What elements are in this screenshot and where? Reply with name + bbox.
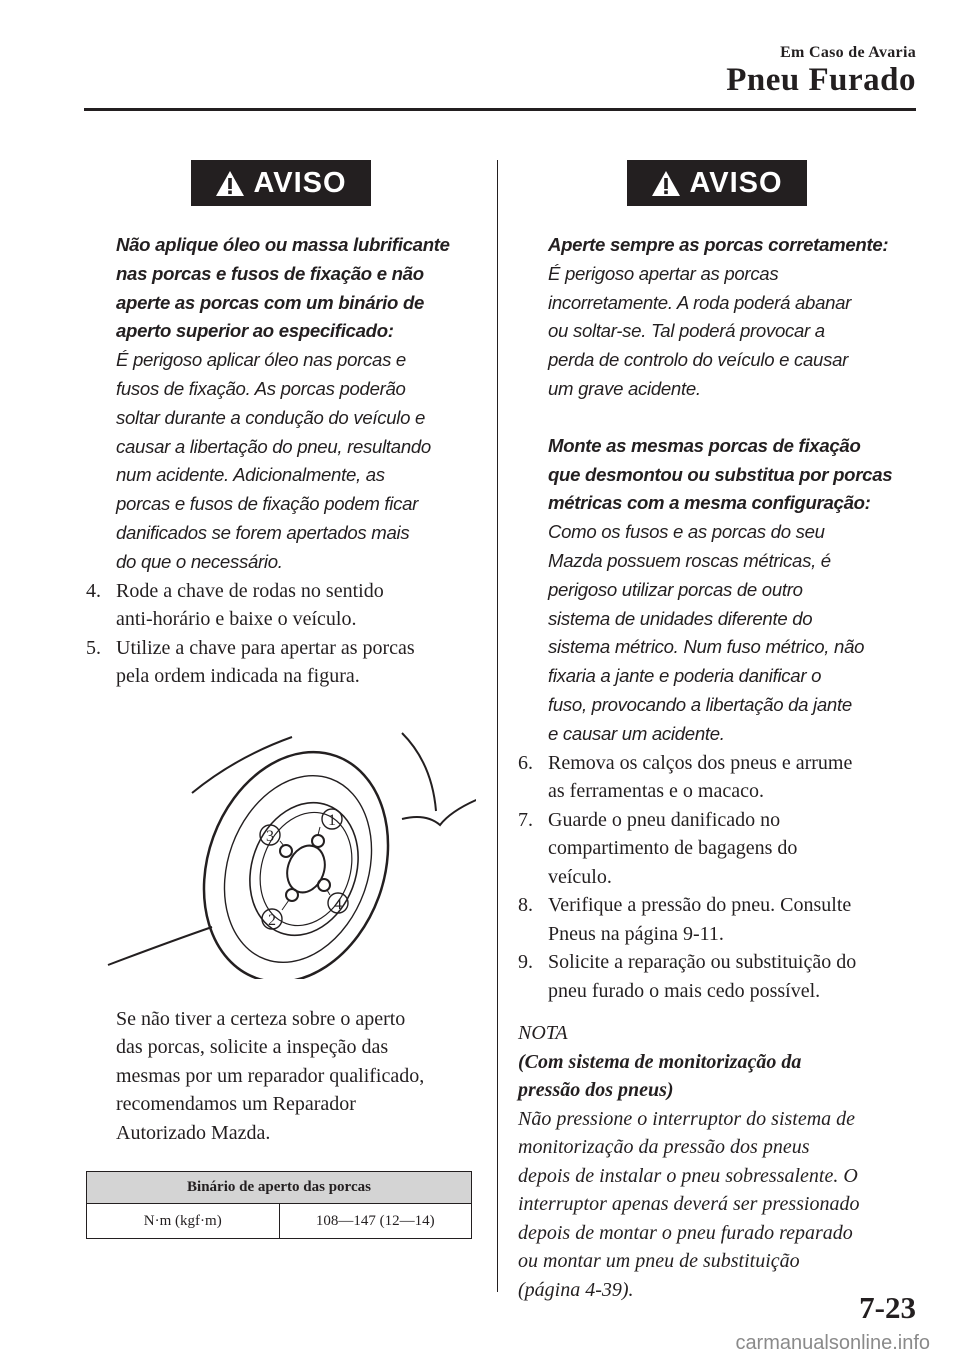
step-number: 6. xyxy=(518,751,533,774)
warning-bold-line: que desmontou ou substitua por porcas xyxy=(548,463,893,485)
nota-heading: (Com sistema de monitorização da xyxy=(518,1050,802,1073)
step-line: Utilize a chave para apertar as porcas xyxy=(116,636,415,659)
warning-bold-line: aperto superior ao especificado: xyxy=(116,320,394,342)
step-4 xyxy=(86,577,476,634)
step-line: pneu furado o mais cedo possível. xyxy=(548,979,821,1002)
warning-line: sistema métrico. Num fuso métrico, não xyxy=(548,636,865,658)
step-line: veículo. xyxy=(548,865,612,888)
warning-icon xyxy=(651,170,681,197)
warning-line: causar a libertação do pneu, resultando xyxy=(116,435,431,457)
nota-line: interruptor apenas deverá ser pressionado xyxy=(518,1193,860,1216)
nota-line: Não pressione o interruptor do sistema de xyxy=(518,1107,856,1130)
warning-text xyxy=(518,231,916,749)
torque-note xyxy=(86,1005,476,1148)
warning-bold-line: métricas com a mesma configuração: xyxy=(548,492,871,514)
warning-line: soltar durante a condução do veículo e xyxy=(116,406,426,428)
warning-line: perda de controlo do veículo e causar xyxy=(548,349,849,371)
step-line: Rode a chave de rodas no sentido xyxy=(116,579,384,602)
right-column xyxy=(518,160,916,1304)
warning-bold-line: nas porcas e fusos de fixação e não xyxy=(116,262,424,284)
step-line: Remova os calços dos pneus e arrume xyxy=(548,751,853,774)
note-line: mesmas por um reparador qualificado, xyxy=(116,1064,425,1087)
page-title: Pneu Furado xyxy=(726,62,916,98)
warning-line: danificados se forem apertados mais xyxy=(116,521,410,543)
step-line: as ferramentas e o macaco. xyxy=(548,780,764,803)
note-line: recomendamos um Reparador xyxy=(116,1093,356,1116)
warning-line: fixaria a jante e poderia danificar o xyxy=(548,665,822,687)
step-number: 4. xyxy=(86,579,101,602)
step-line: Pneus na página 9-11. xyxy=(548,922,724,945)
warning-line: ou soltar-se. Tal poderá provocar a xyxy=(548,320,825,342)
warning-icon xyxy=(215,170,245,197)
step-line: Solicite a reparação ou substituição do xyxy=(548,951,857,974)
warning-line: porcas e fusos de fixação podem ficar xyxy=(116,493,419,515)
nota-line: depois de instalar o pneu sobressalente. O xyxy=(518,1164,858,1187)
warning-line: num acidente. Adicionalmente, as xyxy=(116,464,385,486)
nota-heading: pressão dos pneus) xyxy=(518,1079,674,1102)
nota-line: (página 4-39). xyxy=(518,1278,634,1301)
step-line: Guarde o pneu danificado no xyxy=(548,808,781,831)
warning-line: perigoso utilizar porcas de outro xyxy=(548,578,803,600)
warning-text xyxy=(86,231,476,577)
step-line: pela ordem indicada na figura. xyxy=(116,665,360,688)
step-number: 5. xyxy=(86,636,101,659)
warning-line: É perigoso apertar as porcas xyxy=(548,262,779,284)
step-number: 8. xyxy=(518,894,533,917)
nota-line: depois de montar o pneu furado reparado xyxy=(518,1221,853,1244)
step-line: compartimento de bagagens do xyxy=(548,837,798,860)
warning-line: Como os fusos e as porcas do seu xyxy=(548,521,825,543)
step-line: anti-horário e baixe o veículo. xyxy=(116,608,357,631)
nota-line: ou montar um pneu de substituição xyxy=(518,1250,800,1273)
nut-label-3: 3 xyxy=(266,827,274,845)
column-divider xyxy=(497,160,498,1292)
warning-line: incorretamente. A roda poderá abanar xyxy=(548,291,852,313)
warning-badge xyxy=(191,160,371,206)
nut-label-4: 4 xyxy=(334,895,342,913)
step-8 xyxy=(518,891,916,948)
step-line: Verifique a pressão do pneu. Consulte xyxy=(548,894,852,917)
step-9 xyxy=(518,948,916,1005)
header-rule xyxy=(84,108,916,111)
warning-line: do que o necessário. xyxy=(116,550,283,572)
left-column xyxy=(86,160,476,1239)
step-6 xyxy=(518,749,916,806)
nut-label-2: 2 xyxy=(268,911,276,929)
warning-line: um grave acidente. xyxy=(548,377,701,399)
warning-badge xyxy=(627,160,807,206)
warning-line: e causar um acidente. xyxy=(548,722,725,744)
warning-label: AVISO xyxy=(689,166,783,199)
torque-table-header: Binário de aperto das porcas xyxy=(87,1172,472,1204)
note-line: das porcas, solicite a inspeção das xyxy=(116,1036,389,1059)
nota-block xyxy=(518,1019,916,1304)
step-5 xyxy=(86,634,476,691)
step-number: 9. xyxy=(518,951,533,974)
torque-unit-cell: N·m (kgf·m) xyxy=(87,1204,280,1239)
watermark-link[interactable]: carmanualsonline.info xyxy=(735,1332,930,1354)
warning-line: fusos de fixação. As porcas poderão xyxy=(116,377,406,399)
warning-bold-line: Aperte sempre as porcas corretamente: xyxy=(548,234,889,255)
page-number: 7-23 xyxy=(859,1290,916,1325)
wheel-tightening-figure xyxy=(86,707,476,979)
step-7 xyxy=(518,806,916,892)
warning-line: Mazda possuem roscas métricas, é xyxy=(548,549,831,571)
warning-line: É perigoso aplicar óleo nas porcas e xyxy=(116,349,406,371)
warning-line: fuso, provocando a libertação da jante xyxy=(548,693,852,715)
note-line: Se não tiver a certeza sobre o aperto xyxy=(116,1007,406,1030)
warning-line: sistema de unidades diferente do xyxy=(548,607,813,629)
warning-bold-line: aperte as porcas com um binário de xyxy=(116,291,425,313)
torque-value-cell: 108—147 (12—14) xyxy=(279,1204,472,1239)
nota-heading: NOTA xyxy=(518,1022,568,1045)
warning-bold-line: Monte as mesmas porcas de fixação xyxy=(548,434,861,456)
warning-label: AVISO xyxy=(253,166,347,199)
section-header: Em Caso de Avaria xyxy=(780,44,916,61)
note-line: Autorizado Mazda. xyxy=(116,1121,271,1144)
nota-line: monitorização da pressão dos pneus xyxy=(518,1136,810,1159)
warning-bold-line: Não aplique óleo ou massa lubrificante xyxy=(116,234,450,255)
nut-label-1: 1 xyxy=(328,811,336,829)
torque-table xyxy=(86,1171,472,1239)
step-number: 7. xyxy=(518,808,533,831)
